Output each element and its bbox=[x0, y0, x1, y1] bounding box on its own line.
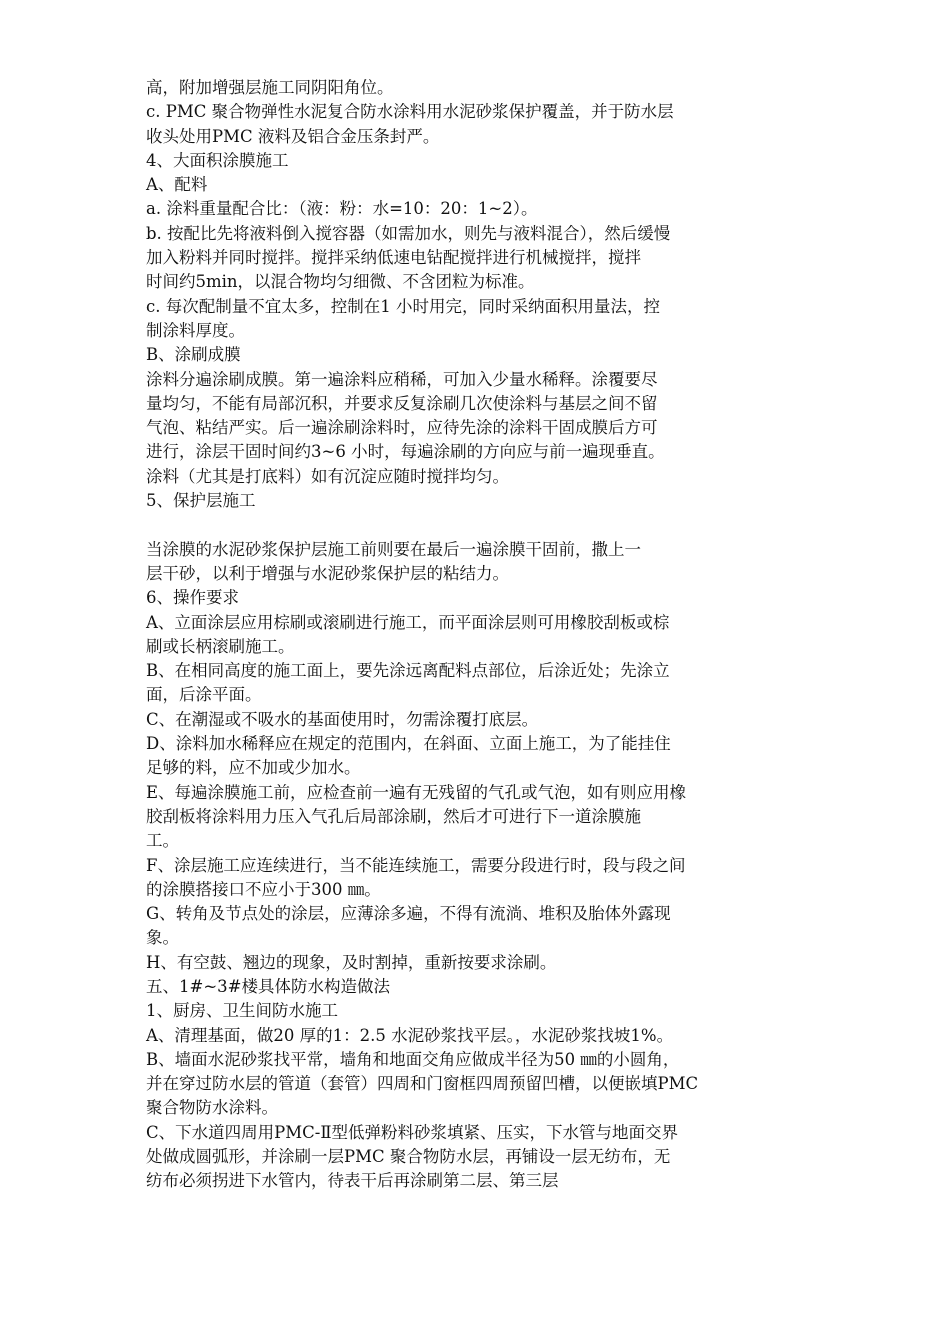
text-line: 刷或长柄滚刷施工。 bbox=[146, 636, 295, 656]
text-line: 当涂膜的水泥砂浆保护层施工前则要在最后一遍涂膜干固前，撒上一 bbox=[146, 539, 641, 559]
text-line: c. 每次配制量不宜太多，控制在1 小时用完，同时采纳面积用量法，控 bbox=[146, 296, 660, 316]
text-line: 4、大面积涂膜施工 bbox=[146, 150, 289, 170]
text-line: C、下水道四周用PMC-Ⅱ型低弹粉料砂浆填紧、压实，下水管与地面交界 bbox=[146, 1122, 679, 1142]
text-line: 层干砂，以利于增强与水泥砂浆保护层的粘结力。 bbox=[146, 563, 509, 583]
text-line: G、转角及节点处的涂层，应薄涂多遍，不得有流淌、堆积及胎体外露现 bbox=[146, 904, 671, 924]
text-line: B、墙面水泥砂浆找平常，墙角和地面交角应做成半径为50 ㎜的小圆角， bbox=[146, 1049, 680, 1069]
text-line: 象。 bbox=[146, 928, 179, 948]
text-line: 加入粉料并同时搅拌。搅拌采纳低速电钻配搅拌进行机械搅拌，搅拌 bbox=[146, 248, 641, 268]
text-line: 处做成圆弧形，并涂刷一层PMC 聚合物防水层，再铺设一层无纺布，无 bbox=[146, 1147, 671, 1167]
text-line: c. PMC 聚合物弹性水泥复合防水涂料用水泥砂浆保护覆盖，并于防水层 bbox=[146, 102, 674, 122]
text-line: H、有空鼓、翘边的现象，及时割掉，重新按要求涂刷。 bbox=[146, 952, 557, 972]
text-line: 涂料分遍涂刷成膜。第一遍涂料应稍稀，可加入少量水稀释。涂覆要尽 bbox=[146, 369, 658, 389]
text-line: 并在穿过防水层的管道（套管）四周和门窗框四周预留凹槽，以便嵌填PMC bbox=[146, 1074, 699, 1094]
text-line: 面，后涂平面。 bbox=[146, 685, 262, 705]
text-line: 纺布必须拐进下水管内，待表干后再涂刷第二层、第三层 bbox=[146, 1171, 559, 1191]
text-line: 五、1#~3#楼具体防水构造做法 bbox=[146, 976, 390, 996]
text-line: D、涂料加水稀释应在规定的范围内，在斜面、立面上施工，为了能挂住 bbox=[146, 734, 671, 754]
text-line: 收头处用PMC 液料及铝合金压条封严。 bbox=[146, 126, 440, 146]
text-line: 时间约5min，以混合物均匀细微、不含团粒为标准。 bbox=[146, 272, 535, 292]
text-line: A、立面涂层应用棕刷或滚刷进行施工，而平面涂层则可用橡胶刮板或棕 bbox=[146, 612, 670, 632]
blank-line bbox=[146, 513, 786, 537]
text-line: 5、保护层施工 bbox=[146, 491, 256, 511]
text-line: 量均匀，不能有局部沉积，并要求反复涂刷几次使涂料与基层之间不留 bbox=[146, 393, 658, 413]
text-line: 足够的料，应不加或少加水。 bbox=[146, 758, 361, 778]
text-line: 1、厨房、卫生间防水施工 bbox=[146, 1001, 338, 1021]
text-line: E、每遍涂膜施工前，应检查前一遍有无残留的气孔或气泡，如有则应用橡 bbox=[146, 782, 687, 802]
text-line: 制涂料厚度。 bbox=[146, 320, 245, 340]
text-line: 气泡、粘结严实。后一遍涂刷涂料时，应待先涂的涂料干固成膜后方可 bbox=[146, 418, 658, 438]
text-line: 胶刮板将涂料用力压入气孔后局部涂刷，然后才可进行下一道涂膜施 bbox=[146, 806, 641, 826]
text-line: 进行，涂层干固时间约3~6 小时，每遍涂刷的方向应与前一遍现垂直。 bbox=[146, 442, 665, 462]
text-line: F、涂层施工应连续进行，当不能连续施工，需要分段进行时，段与段之间 bbox=[146, 855, 686, 875]
text-line: 6、操作要求 bbox=[146, 588, 239, 608]
text-line: A、清理基面，做20 厚的1：2.5 水泥砂浆找平层。，水泥砂浆找坡1%。 bbox=[146, 1025, 674, 1045]
text-line: A、配料 bbox=[146, 175, 208, 195]
text-line: 涂料（尤其是打底料）如有沉淀应随时搅拌均匀。 bbox=[146, 466, 509, 486]
text-line: B、在相同高度的施工面上，要先涂远离配料点部位，后涂近处；先涂立 bbox=[146, 661, 670, 681]
text-line: 工。 bbox=[146, 831, 179, 851]
text-line: 高，附加增强层施工同阴阳角位。 bbox=[146, 78, 394, 97]
text-line: C、在潮湿或不吸水的基面使用时，勿需涂覆打底层。 bbox=[146, 709, 539, 729]
text-line: 聚合物防水涂料。 bbox=[146, 1098, 278, 1118]
text-line: B、涂刷成膜 bbox=[146, 345, 241, 365]
text-line: a. 涂料重量配合比：（液：粉：水=10：20：1~2）。 bbox=[146, 199, 538, 219]
text-line: 的涂膜搭接口不应小于300 ㎜。 bbox=[146, 879, 381, 899]
document-page bbox=[146, 76, 786, 1194]
text-line: b. 按配比先将液料倒入搅容器（如需加水，则先与液料混合），然后缓慢 bbox=[146, 223, 671, 243]
